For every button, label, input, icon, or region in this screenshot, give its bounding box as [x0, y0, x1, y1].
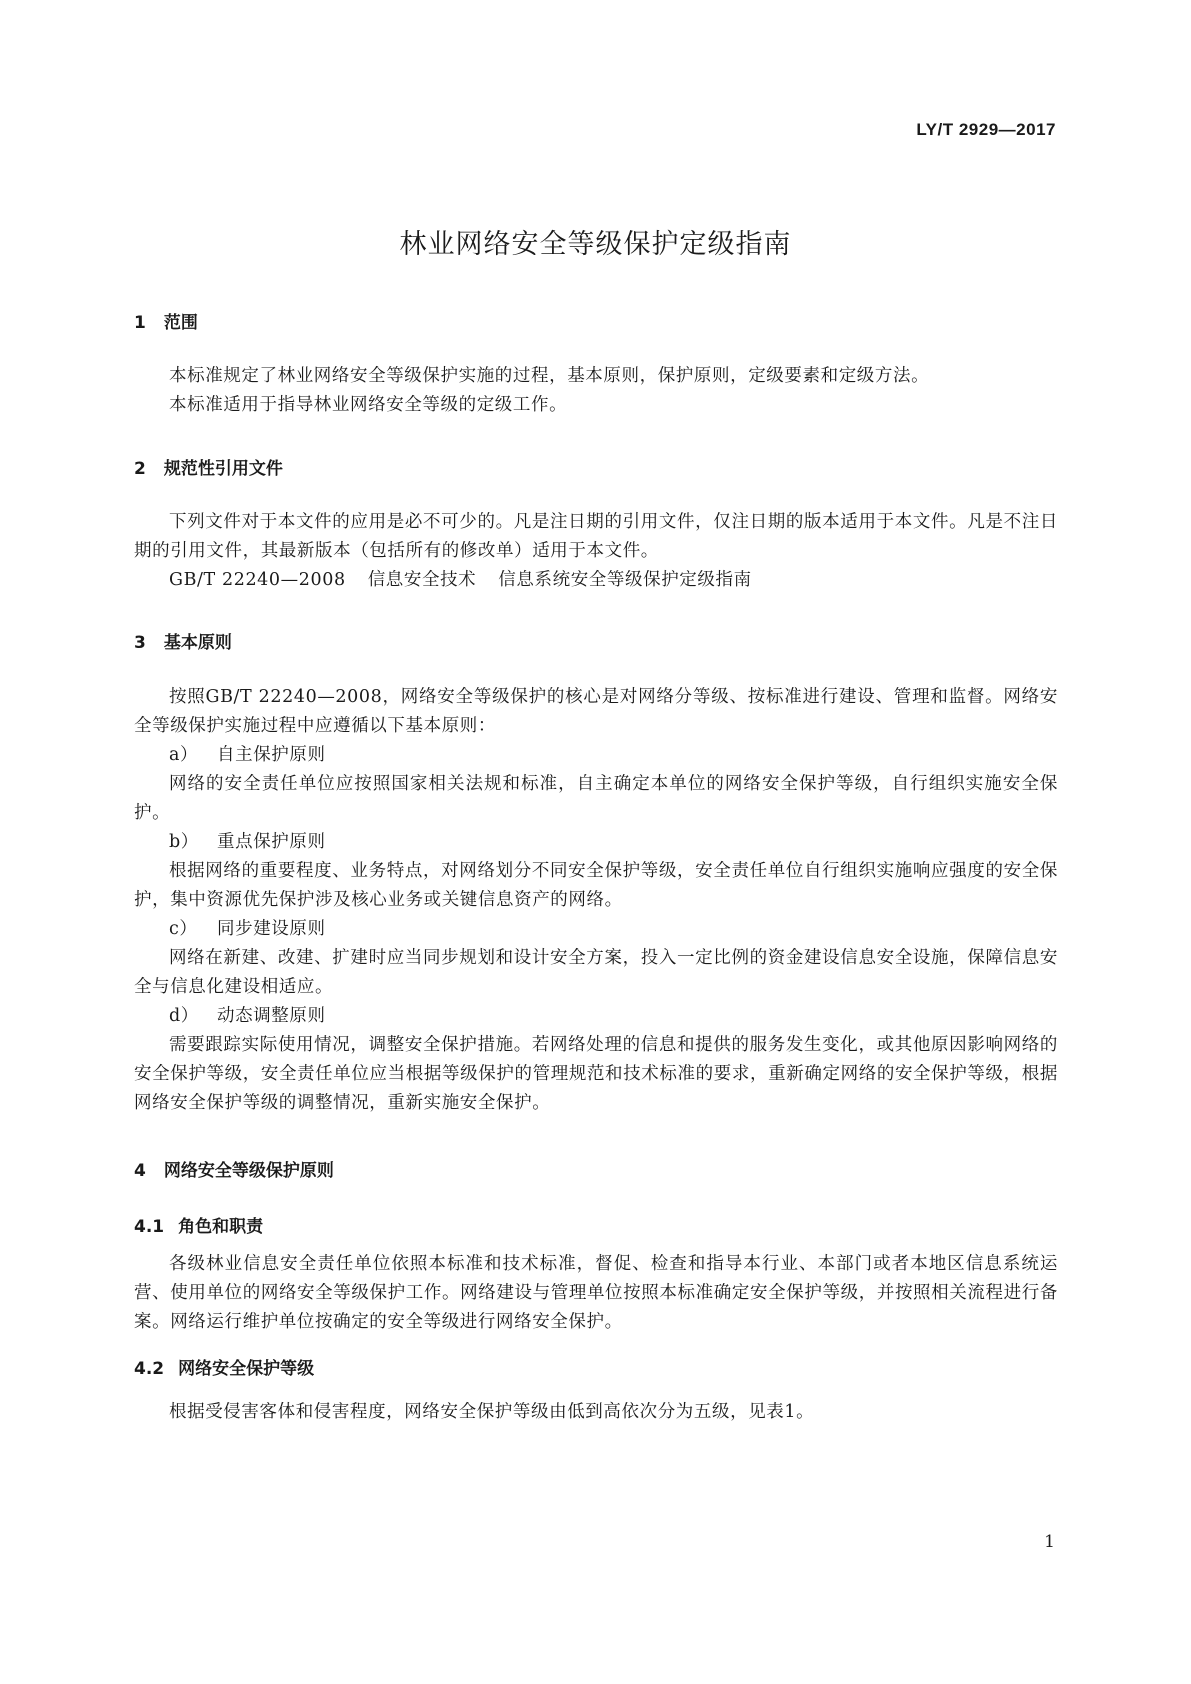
section-4-2-heading	[134, 1354, 314, 1379]
section-title: 角色和职责	[178, 1217, 264, 1237]
section-2-body	[134, 508, 1058, 595]
section-number: 1	[134, 313, 146, 333]
section-4-1-heading	[134, 1212, 263, 1237]
list-label: b）	[169, 832, 199, 852]
section-2-heading	[134, 454, 283, 479]
list-item-title: 重点保护原则	[217, 832, 326, 852]
section-title: 规范性引用文件	[163, 459, 283, 479]
section-title: 网络安全等级保护原则	[163, 1161, 334, 1181]
section-4-heading	[134, 1156, 334, 1181]
list-item-heading	[134, 1002, 1058, 1031]
list-label: a）	[169, 745, 199, 765]
list-item-heading	[134, 915, 1058, 944]
paragraph: 按照GB/T 22240—2008，网络安全等级保护的核心是对网络分等级、按标准进行建设、管理和监督。网络安全等级保护实施过程中应遵循以下基本原则：	[134, 687, 1058, 736]
section-4-1-body	[134, 1250, 1058, 1337]
list-item-title: 自主保护原则	[217, 745, 326, 765]
section-1-heading	[134, 308, 198, 333]
reference-part2: 信息系统安全等级保护定级指南	[498, 570, 752, 590]
list-label: d）	[169, 1006, 199, 1026]
section-title: 基本原则	[163, 633, 232, 653]
section-number: 4	[134, 1161, 146, 1181]
list-item-text: 根据网络的重要程度、业务特点，对网络划分不同安全保护等级，安全责任单位自行组织实施响应强度的安全保护，集中资源优先保护涉及核心业务或关键信息资产的网络。	[134, 861, 1058, 910]
page-number: 1	[1044, 1532, 1055, 1552]
paragraph: 本标准规定了林业网络安全等级保护实施的过程，基本原则，保护原则，定级要素和定级方法。	[169, 366, 930, 386]
paragraph: 本标准适用于指导林业网络安全等级的定级工作。	[169, 395, 568, 415]
paragraph: 下列文件对于本文件的应用是必不可少的。凡是注日期的引用文件，仅注日期的版本适用于本文件。凡是不注日期的引用文件，其最新版本（包括所有的修改单）适用于本文件。	[134, 512, 1058, 561]
section-title: 范围	[163, 313, 198, 333]
list-item-text: 需要跟踪实际使用情况，调整安全保护措施。若网络处理的信息和提供的服务发生变化，或其他原因影响网络的安全保护等级，安全责任单位应当根据等级保护的管理规范和技术标准的要求，重新确定网络的安全保护等级，根据网络安全保护等级的调整情况，重新实施安全保护。	[134, 1035, 1058, 1113]
list-item-heading	[134, 828, 1058, 857]
list-item-text: 网络在新建、改建、扩建时应当同步规划和设计安全方案，投入一定比例的资金建设信息安全设施，保障信息安全与信息化建设相适应。	[134, 948, 1058, 997]
section-number: 4.2	[134, 1359, 165, 1379]
reference-part1: 信息安全技术	[367, 570, 477, 590]
section-3-heading	[134, 628, 232, 653]
standard-code: LY/T 2929—2017	[916, 120, 1056, 139]
document-title: 林业网络安全等级保护定级指南	[399, 229, 792, 260]
reference-code: GB/T 22240—2008	[169, 570, 346, 590]
section-4-2-body	[134, 1398, 1058, 1427]
paragraph: 根据受侵害客体和侵害程度，网络安全保护等级由低到高依次分为五级，见表1。	[169, 1402, 815, 1422]
list-item-title: 同步建设原则	[217, 919, 326, 939]
section-1-body	[134, 362, 1058, 420]
list-item-text: 网络的安全责任单位应按照国家相关法规和标准，自主确定本单位的网络安全保护等级，自行组织实施安全保护。	[134, 774, 1058, 823]
section-3-body	[134, 683, 1058, 1118]
normative-reference	[134, 566, 1058, 595]
section-number: 3	[134, 633, 146, 653]
list-item-heading	[134, 741, 1058, 770]
paragraph: 各级林业信息安全责任单位依照本标准和技术标准，督促、检查和指导本行业、本部门或者本地区信息系统运营、使用单位的网络安全等级保护工作。网络建设与管理单位按照本标准确定安全保护等级，并按照相关流程进行备案。网络运行维护单位按确定的安全等级进行网络安全保护。	[134, 1254, 1058, 1332]
section-title: 网络安全保护等级	[178, 1359, 315, 1379]
section-number: 4.1	[134, 1217, 165, 1237]
section-number: 2	[134, 459, 146, 479]
list-item-title: 动态调整原则	[217, 1006, 326, 1026]
list-label: c）	[169, 919, 198, 939]
